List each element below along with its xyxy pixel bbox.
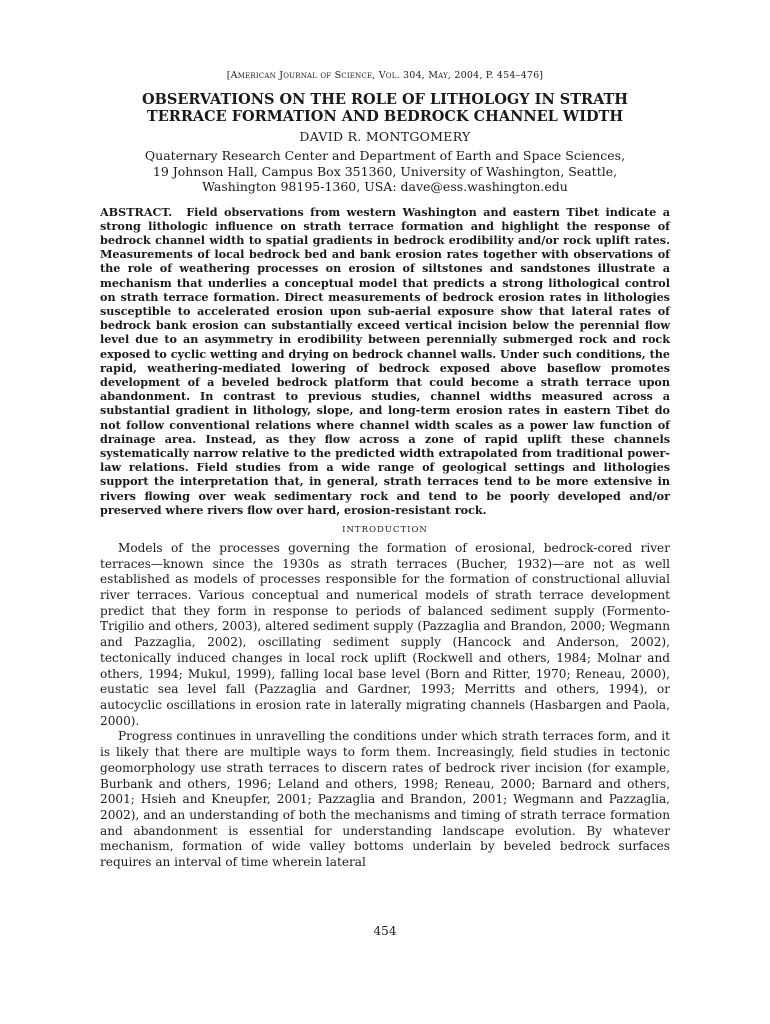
body-text	[100, 541, 670, 871]
abstract-text: Field observations from western Washington and eastern Tibet indicate a strong lithologic influence on strath terrace formation and highlight the response of bedrock channel width to spatial gradients in bedrock erodibility and/or rock uplift rates. Measurements of local bedrock bed and bank erosion rates together with observations of the role of weathering processes on erosion of siltstones and sandstones illustrate a mechanism that underlies a conceptual model that predicts a strong lithological control on strath terrace formation. Direct measurements of bedrock erosion rates in lithologies susceptible to accelerated erosion upon sub-aerial exposure show that lateral rates of bedrock bank erosion can substantially exceed vertical incision below the perennial flow level due to an asymmetry in erodibility between perennially submerged rock and rock exposed to cyclic wetting and drying on bedrock channel walls. Under such conditions, the rapid, weathering-mediated lowering of bedrock exposed above baseflow promotes development of a beveled bedrock platform that could become a strath terrace upon abandonment. In contrast to previous studies, channel widths measured across a substantial gradient in lithology, slope, and long-term erosion rates in eastern Tibet do not follow conventional relations where channel width scales as a power law function of drainage area. Instead, as they flow across a zone of rapid uplift these channels systematically narrow relative to the predicted width extrapolated from traditional power-law relations. Field studies from a wide range of geological settings and lithologies support the interpretation that, in general, strath terraces tend to be more extensive in rivers flowing over weak sedimentary rock and tend to be poorly developed and/or preserved where rivers flow over hard, erosion-resistant rock.	[100, 204, 670, 517]
abstract	[100, 205, 670, 517]
paragraph: Models of the processes governing the formation of erosional, bedrock-cored river terraces—known since the 1930s as strath terraces (Bucher, 1932)—are not as well established as models of processes responsible for the formation of constructional alluvial river terraces. Various conceptual and numerical models of strath terrace development predict that they form in response to periods of balanced sediment supply (Formento-Trigilio and others, 2003), altered sediment supply (Pazzaglia and Brandon, 2000; Wegmann and Pazzaglia, 2002), oscillating sediment supply (Hancock and Anderson, 2002), tectonically induced changes in local rock uplift (Rockwell and others, 1984; Molnar and others, 1994; Mukul, 1999), falling local base level (Born and Ritter, 1970; Reneau, 2000), eustatic sea level fall (Pazzaglia and Gardner, 1993; Merritts and others, 1994), or autocyclic oscillations in erosion rate in laterally migrating channels (Hasbargen and Paola, 2000).	[100, 540, 670, 728]
paragraph: Progress continues in unravelling the conditions under which strath terraces form, and it is likely that there are multiple ways to form them. Increasingly, field studies in tectonic geomorphology use strath terraces to discern rates of bedrock river incision (for example, Burbank and others, 1996; Leland and others, 1998; Reneau, 2000; Barnard and others, 2001; Hsieh and Kneupfer, 2001; Pazzaglia and Brandon, 2001; Wegmann and Pazzaglia, 2002), and an understanding of both the mechanisms and timing of strath terrace formation and abandonment is essential for understanding landscape evolution. By whatever mechanism, formation of wide valley bottoms underlain by beveled bedrock surfaces requires an interval of time wherein lateral	[100, 729, 670, 870]
affiliation-line: Washington 98195-1360, USA: dave@ess.washington.edu	[202, 179, 568, 194]
article-title	[100, 91, 670, 125]
journal-header: [American Journal of Science, Vol. 304, May, 2004, P. 454–476]	[226, 70, 544, 81]
affiliation-line: Quaternary Research Center and Department of Earth and Space Sciences,	[144, 148, 626, 163]
page-number: 454	[373, 924, 397, 938]
section-heading-introduction: INTRODUCTION	[342, 524, 428, 535]
author-name: DAVID R. MONTGOMERY	[299, 129, 471, 144]
title-line: TERRACE FORMATION AND BEDROCK CHANNEL WIDTH	[146, 108, 624, 125]
author-affiliation	[100, 148, 670, 195]
title-line: OBSERVATIONS ON THE ROLE OF LITHOLOGY IN STRATH	[141, 91, 629, 108]
abstract-label: ABSTRACT.	[100, 204, 173, 219]
affiliation-line: 19 Johnson Hall, Campus Box 351360, University of Washington, Seattle,	[152, 163, 618, 179]
page-content	[100, 70, 670, 871]
